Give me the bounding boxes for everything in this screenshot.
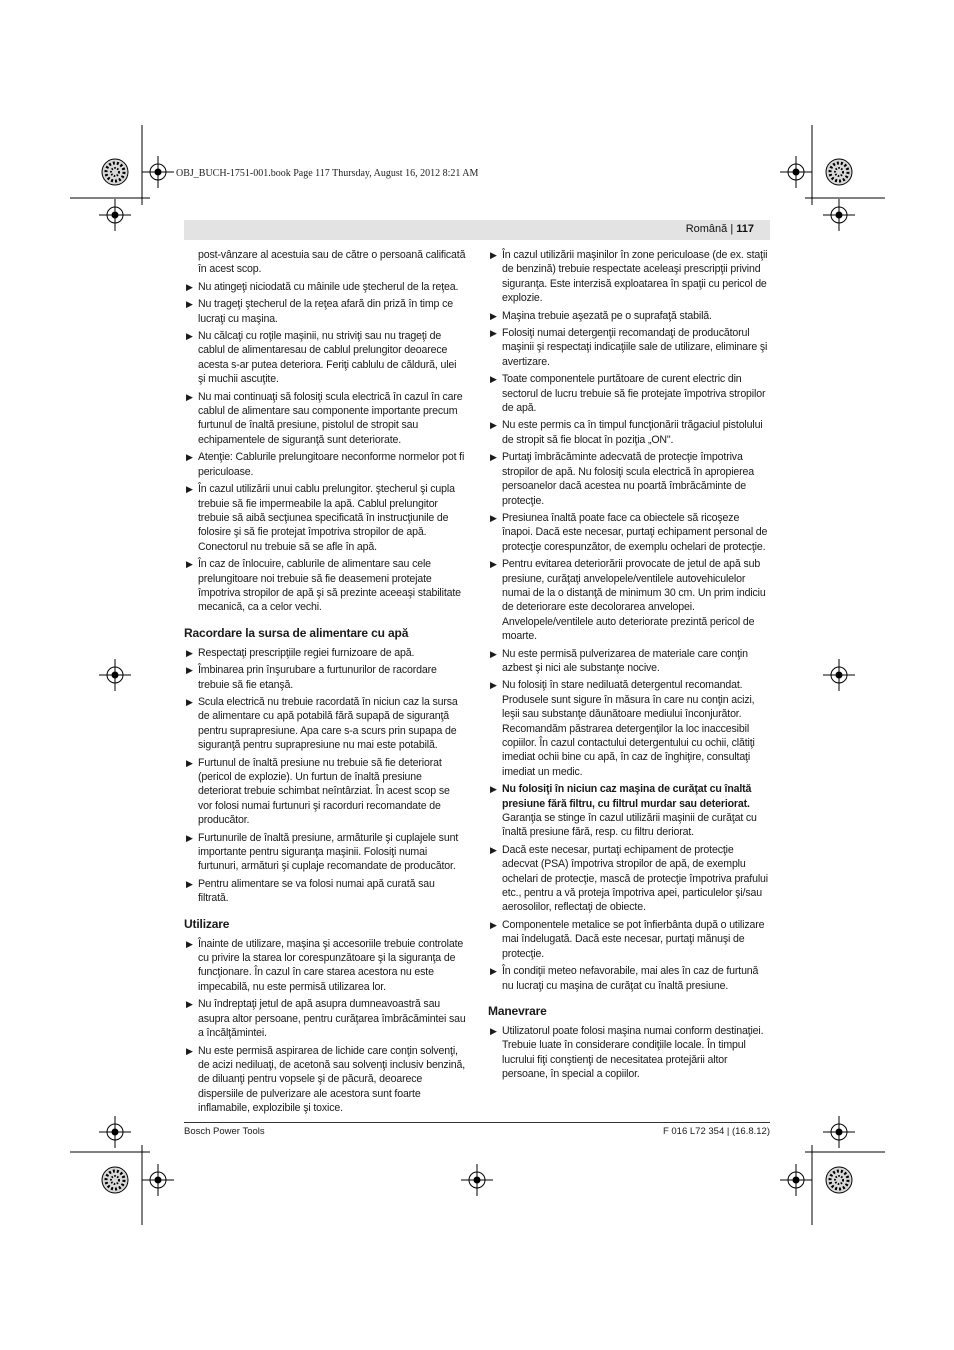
- list-item: [184, 663, 466, 692]
- list-item: [488, 964, 770, 993]
- list-item: [184, 1044, 466, 1116]
- list-item: [488, 309, 770, 323]
- list-item-text: Presiunea înaltă poate face ca obiectele să ricoşeze înapoi. Dacă este necesar, purtaţi echipament personal de protecţie corespunzător, de exemplu ochelari de protecţie.: [502, 511, 768, 553]
- list-item-text: Furtunurile de înaltă presiune, armăturile şi cuplajele sunt importante pentru siguranţa maşinii. Folosiţi numai furtunuri, armături şi cuplaje recomandate de producător.: [198, 831, 459, 873]
- list-item: [184, 937, 466, 995]
- list-item: [488, 1024, 770, 1082]
- list-item: [488, 418, 770, 447]
- bullet-arrow-icon: ▶: [186, 281, 193, 292]
- bullet-arrow-icon: ▶: [490, 374, 497, 385]
- list-item-text: Respectaţi prescripţiile regiei furnizoare de apă.: [198, 646, 415, 659]
- list-item-text: Nu îndreptaţi jetul de apă asupra dumneavoastră sau asupra altor persoane, pentru curăţarea îmbrăcămintei sau a încălţămintei.: [198, 998, 466, 1040]
- list-item: [488, 678, 770, 779]
- list-item-text: În cazul utilizării unui cablu prelungitor. ştecherul şi cupla trebuie să fie impermeabile la apă. Cablul prelungitor trebuie să aibă secţiunea specificată în instrucţiunile de folosire şi să fie protejat împotriva stropilor de apă. Conectorul nu trebuie să se afle în apă.: [198, 483, 455, 553]
- bullet-arrow-icon: ▶: [490, 420, 497, 431]
- list-item: [488, 450, 770, 508]
- list-item: [184, 390, 466, 448]
- list-item-text: Componentele metalice se pot înfierbânta după o utilizare mai îndelugată. Dacă este necesar, purtaţi mănuşi de protecţie.: [502, 918, 765, 960]
- list-item: [488, 511, 770, 554]
- list-item: [184, 329, 466, 387]
- list-item: [184, 482, 466, 554]
- bullet-arrow-icon: ▶: [186, 647, 193, 658]
- list-item: [184, 450, 466, 479]
- list-item-text: Scula electrică nu trebuie racordată în niciun caz la sursa de alimentare cu apă potabilă fără supapă de siguranţă pentru suprapresiune. Apa care s-a scurs prin supapa de siguranţă pentru suprapresiune nu mai este potabilă.: [198, 695, 458, 752]
- bullet-arrow-icon: ▶: [186, 1045, 193, 1056]
- bullet-arrow-icon: ▶: [186, 696, 193, 707]
- list-item-text: Maşina trebuie aşezată pe o suprafaţă stabilă.: [502, 309, 712, 322]
- right-column: [488, 248, 770, 1085]
- list-item: [184, 877, 466, 906]
- footer-brand: Bosch Power Tools: [184, 1126, 265, 1137]
- bullet-arrow-icon: ▶: [186, 299, 193, 310]
- list-item-text: Folosiţi numai detergenţii recomandaţi de producătorul maşinii şi respectaţi indicaţiile sale de utilizare, eliminare şi avertizare.: [502, 327, 768, 368]
- header-text: [686, 223, 754, 235]
- section-heading-use: Utilizare: [184, 916, 230, 931]
- left-column: [184, 248, 466, 1119]
- list-item-text: Utilizatorul poate folosi maşina numai conform destinaţiei. Trebuie luate în considerare condiţiile locale. În timpul lucrului fiţi conştienţi de necesitatea protejării altor persoane, în special a copiilor.: [502, 1024, 764, 1081]
- list-item-text: Pentru alimentare se va folosi numai apă curată sau filtrată.: [198, 877, 435, 905]
- list-item: [488, 372, 770, 415]
- list-item-text: În cazul utilizării maşinilor în zone periculoase (de ex. staţii de benzină) trebuie respectate aceleaşi prescripţii privind siguranţa. Este interzisă exploatarea în spaţii cu pericol de explozie.: [502, 249, 768, 305]
- header-language: Română: [685, 223, 728, 235]
- list-item-text: În condiţii meteo nefavorabile, mai ales în caz de furtună nu lucraţi cu maşina de curăţat cu înaltă presiune.: [502, 965, 759, 992]
- list-item: [488, 647, 770, 676]
- bullet-arrow-icon: ▶: [490, 310, 497, 321]
- bullet-arrow-icon: ▶: [490, 784, 497, 795]
- list-item-warning: [488, 782, 770, 840]
- list-item: [488, 918, 770, 961]
- bullet-arrow-icon: ▶: [490, 559, 497, 570]
- list-item-text: Îmbinarea prin înşurubare a furtunurilor de racordare trebuie să fie etanşă.: [198, 664, 437, 691]
- warning-text: Garanţia se stinge în cazul utilizării maşinii de curăţat cu înaltă presiune fără, resp. cu filtru deriorat.: [502, 812, 757, 839]
- bullet-arrow-icon: ▶: [490, 452, 497, 463]
- list-item: [184, 831, 466, 874]
- bullet-arrow-icon: ▶: [490, 1025, 497, 1036]
- list-item-text: Nu folosiţi în stare nediluată detergentul recomandat. Produsele sunt sigure în măsura în care nu conţin acizi, leşii sau substanţe dăunătoare mediului înconjurător. Recomandăm păstrarea detergenţilor la loc inaccesibil copiilor. În cazul contactului detergentului cu ochii, clătiţi imediat ochii bine cu apă, în caz de înghiţire, consultaţi imediat un medic.: [502, 679, 755, 778]
- page-number: 117: [736, 223, 754, 235]
- list-item-text: Pentru evitarea deteriorării provocate de jetul de apă sub presiune, curăţaţi anvelopele/ventilele autovehiculelor numai de la o distanţă de minimum 30 cm. Un prim indiciu de deteriorare este decolorarea anvelopei. Anvelopele/ventilele auto deteriorate prezintă pericol de moarte.: [502, 558, 766, 643]
- bullet-arrow-icon: ▶: [490, 966, 497, 977]
- list-item-text: Toate componentele purtătoare de curent electric din sectorul de lucru trebuie să fie protejate împotriva stropilor de apă.: [502, 373, 766, 415]
- list-item-text: Înainte de utilizare, maşina şi accesoriile trebuie controlate cu privire la starea lor corespunzătoare şi la siguranţa de funcţionare. În cazul în care starea acestora nu este impecabilă, nu este permisă utilizarea lor.: [198, 937, 464, 993]
- list-item: [184, 695, 466, 753]
- section-heading-water: Racordare la sursa de alimentare cu apă: [184, 625, 409, 640]
- section-heading-maneuver: Manevrare: [488, 1003, 547, 1018]
- bullet-arrow-icon: ▶: [490, 919, 497, 930]
- bullet-arrow-icon: ▶: [186, 757, 193, 768]
- bullet-arrow-icon: ▶: [490, 648, 497, 659]
- list-item: [184, 297, 466, 326]
- bullet-arrow-icon: ▶: [186, 878, 193, 889]
- header-separator: |: [730, 223, 734, 235]
- bullet-arrow-icon: ▶: [186, 484, 193, 495]
- warning-bold-text: Nu folosiţi în niciun caz maşina de curăţat cu înaltă presiune fără filtru, cu filtrul murdar sau deteriorat.: [502, 783, 752, 810]
- bullet-arrow-icon: ▶: [186, 938, 193, 949]
- bullet-arrow-icon: ▶: [490, 844, 497, 855]
- print-info: OBJ_BUCH-1751-001.book Page 117 Thursday, August 16, 2012 8:21 AM: [176, 168, 479, 179]
- list-item-text: Atenţie: Cablurile prelungitoare neconforme normelor pot fi periculoase.: [198, 451, 465, 478]
- footer-rule: [184, 1122, 770, 1123]
- list-item: [488, 843, 770, 915]
- bullet-arrow-icon: ▶: [186, 391, 193, 402]
- list-item: [488, 326, 770, 369]
- list-item-text: În caz de înlocuire, cablurile de alimentare sau cele prelungitoare noi trebuie să fie deasemeni protejate împotriva stropilor de apă şi să prezinte aceeaşi stabilitate mecanică, ca a celor vechi.: [198, 558, 461, 614]
- bullet-arrow-icon: ▶: [490, 328, 497, 339]
- list-item: [184, 280, 466, 294]
- list-item-text: Nu este permisă aspirarea de lichide care conţin solvenţi, de acizi nediluaţi, de acetonă sau solvenţi inclusiv benzină, de diluanţi pentru vopsele şi de păcură, deoarece dispersiile de pulverizare ale acestora sunt foarte inflamabile, explozibile şi toxice.: [198, 1044, 466, 1115]
- list-item: [184, 646, 466, 660]
- list-item-text: Nu mai continuaţi să folosiţi scula electrică în cazul în care cablul de alimentare sau componente importante precum furtunul de înaltă presiune, pistolul de stropit sau echipamentele de siguranţă sunt deteriorate.: [198, 390, 463, 446]
- list-item-text: Dacă este necesar, purtaţi echipament de protecţie adecvat (PSA) împotriva stropilor de apă, de exemplu ochelari de protecţie, mască de protecţie împotriva prafului etc., pentru a vă proteja împotriva apei, particulelor şi/sau aerosolilor, reflectaţi de obiecte.: [502, 843, 768, 914]
- list-item: [488, 557, 770, 643]
- bullet-arrow-icon: ▶: [186, 999, 193, 1010]
- list-item-text: Nu călcaţi cu roţile maşinii, nu striviţi sau nu trageţi de cablul de alimentaresau de cablul prelungitor deoarece acesta s-ar putea deteriora. Feriţi cablulu de căldură, ulei şi muchii ascuţite.: [198, 330, 457, 386]
- list-item-text: Nu este permis ca în timpul funcţionării trăgaciul pistolului de stropit să fie blocat în poziţia „ON".: [502, 419, 763, 446]
- list-item: [488, 248, 770, 306]
- bullet-arrow-icon: ▶: [490, 250, 497, 260]
- bullet-arrow-icon: ▶: [490, 680, 497, 691]
- bullet-arrow-icon: ▶: [490, 512, 497, 523]
- bullet-arrow-icon: ▶: [186, 331, 193, 342]
- footer-doc-code: F 016 L72 354 | (16.8.12): [662, 1126, 770, 1137]
- continuation-text: post-vânzare al acestuia sau de către o persoană calificată în acest scop.: [198, 249, 466, 276]
- list-item: [184, 756, 466, 828]
- list-item-text: Nu trageţi ştecherul de la reţea afară din priză în timp ce lucraţi cu maşina.: [198, 298, 453, 325]
- list-item: [184, 557, 466, 615]
- bullet-arrow-icon: ▶: [186, 832, 193, 843]
- bullet-arrow-icon: ▶: [186, 452, 193, 463]
- bullet-arrow-icon: ▶: [186, 665, 193, 676]
- bullet-arrow-icon: ▶: [186, 559, 193, 570]
- page-header: [184, 220, 770, 240]
- list-item-text: Nu este permisă pulverizarea de materiale care conţin azbest şi nici ale substanţe nocive.: [502, 647, 748, 674]
- list-item: [184, 997, 466, 1040]
- list-item-text: Nu atingeţi niciodată cu mâinile ude ştecherul de la reţea.: [198, 280, 459, 293]
- list-item-text: Purtaţi îmbrăcăminte adecvată de protecţie împotriva stropilor de apă. Nu folosiţi scula electrică în apropierea persoanelor dacă acestea nu poartă îmbrăcăminte de protecţie.: [502, 451, 755, 507]
- list-item-text: Furtunul de înaltă presiune nu trebuie să fie deteriorat (pericol de explozie). Un furtun de înaltă presiune deteriorat trebuie schimbat neîntârziat. În acest scop se vor folosi numai furtunuri şi racorduri recomandate de producător.: [198, 756, 450, 827]
